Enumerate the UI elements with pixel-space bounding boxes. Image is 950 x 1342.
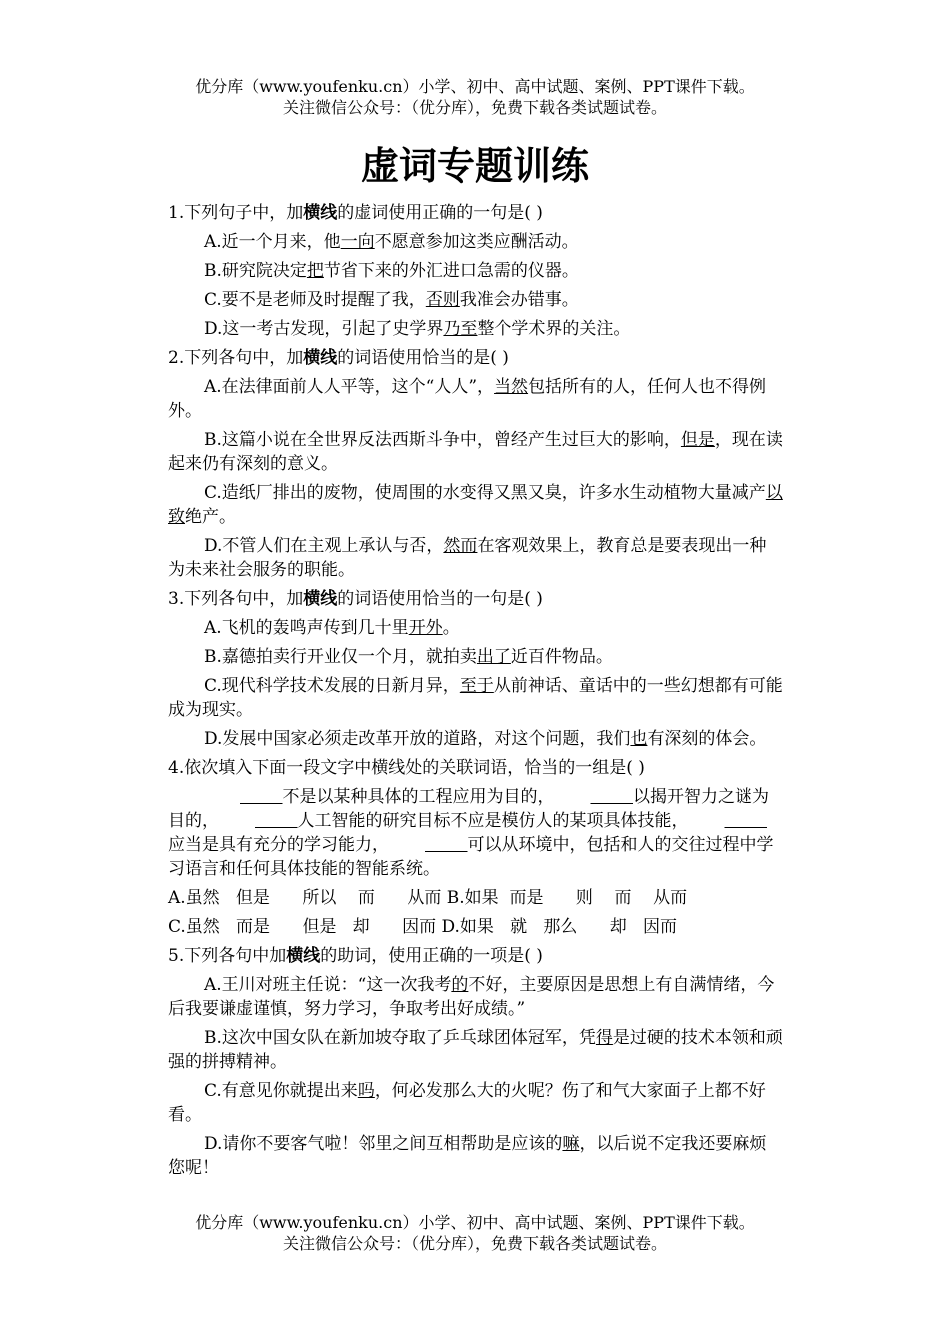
question-4-choices-ab: A.虽然 但是 所以 而 从而 B.如果 而是 则 而 从而	[168, 888, 688, 908]
question-5-stem: 5.下列各句中加横线的助词，使用正确的一项是( )	[168, 946, 543, 966]
question-1-option-d: D.这一考古发现，引起了史学界乃至整个学术界的关注。	[204, 319, 631, 339]
question-3-stem: 3.下列各句中，加横线的词语使用恰当的一句是( )	[168, 589, 543, 609]
question-5-option-b: B.这次中国女队在新加坡夺取了乒乓球团体冠军，凭得是过硬的技术本领和顽强的拼搏精神。	[168, 1028, 783, 1072]
question-4-choices-cd: C.虽然 而是 但是 却 因而 D.如果 就 那么 却 因而	[168, 917, 677, 937]
blank-3	[219, 809, 298, 833]
header-line-2: 关注微信公众号：（优分库），免费下载各类试题试卷。	[282, 98, 667, 117]
document-body	[168, 201, 783, 1185]
question-2-stem: 2.下列各句中，加横线的词语使用恰当的是( )	[168, 348, 509, 368]
blank-4	[689, 809, 768, 833]
blank-2	[555, 785, 634, 809]
question-4-stem: 4.依次填入下面一段文字中横线处的关联词语，恰当的一组是( )	[168, 758, 645, 778]
question-2-option-d: D.不管人们在主观上承认与否，然而在客观效果上，教育总是要表现出一种为未来社会服务的职能。	[168, 536, 767, 580]
question-1-option-c: C.要不是老师及时提醒了我，否则我准会办错事。	[204, 290, 579, 310]
document-title: 虚词专题训练	[360, 143, 589, 188]
question-1-option-a: A.近一个月来，他一向不愿意参加这类应酬活动。	[204, 232, 579, 252]
question-1-stem: 1.下列句子中，加横线的虚词使用正确的一句是( )	[168, 203, 543, 223]
question-5-option-d: D.请你不要客气啦！邻里之间互相帮助是应该的嘛，以后说不定我还要麻烦您呢！	[168, 1134, 767, 1178]
question-4-passage: 不是以某种具体的工程应用为目的， 以揭开智力之谜为目的， 人工智能的研究目标不应是模仿人的某项具体技能， 应当是具有充分的学习能力， 可以从环境中，包括和人的交往过程中学习语言和任何具体技能的智能系统。	[168, 787, 774, 879]
question-5-option-a: A.王川对班主任说：“这一次我考的不好，主要原因是思想上有自满情绪，今后我要谦虚谨慎，努力学习，争取考出好成绩。”	[168, 975, 775, 1019]
question-1-option-b: B.研究院决定把节省下来的外汇进口急需的仪器。	[204, 261, 579, 281]
page-header	[0, 76, 950, 118]
question-5-option-c: C.有意见你就提出来吗，何必发那么大的火呢？伤了和气大家面子上都不好看。	[168, 1081, 766, 1125]
page-footer	[0, 1212, 950, 1254]
question-2-option-c: C.造纸厂排出的废物，使周围的水变得又黑又臭，许多水生动植物大量减产以致绝产。	[168, 483, 783, 527]
footer-line-1: 优分库（www.youfenku.cn）小学、初中、高中试题、案例、PPT课件下载。	[195, 1213, 755, 1232]
blank-5	[389, 833, 468, 857]
question-3-option-d: D.发展中国家必须走改革开放的道路，对这个问题，我们也有深刻的体会。	[204, 729, 767, 749]
footer-line-2: 关注微信公众号：（优分库），免费下载各类试题试卷。	[282, 1234, 667, 1253]
question-3-option-c: C.现代科学技术发展的日新月异，至于从前神话、童话中的一些幻想都有可能成为现实。	[168, 676, 783, 720]
blank-1	[204, 785, 283, 809]
question-2-option-b: B.这篇小说在全世界反法西斯斗争中，曾经产生过巨大的影响，但是，现在读起来仍有深刻的意义。	[168, 430, 783, 474]
question-2-option-a: A.在法律面前人人平等，这个“人人”，当然包括所有的人，任何人也不得例外。	[168, 377, 767, 421]
question-3-option-b: B.嘉德拍卖行开业仅一个月，就拍卖出了近百件物品。	[204, 647, 613, 667]
header-line-1: 优分库（www.youfenku.cn）小学、初中、高中试题、案例、PPT课件下载。	[195, 77, 755, 96]
question-3-option-a: A.飞机的轰鸣声传到几十里开外。	[204, 618, 460, 638]
